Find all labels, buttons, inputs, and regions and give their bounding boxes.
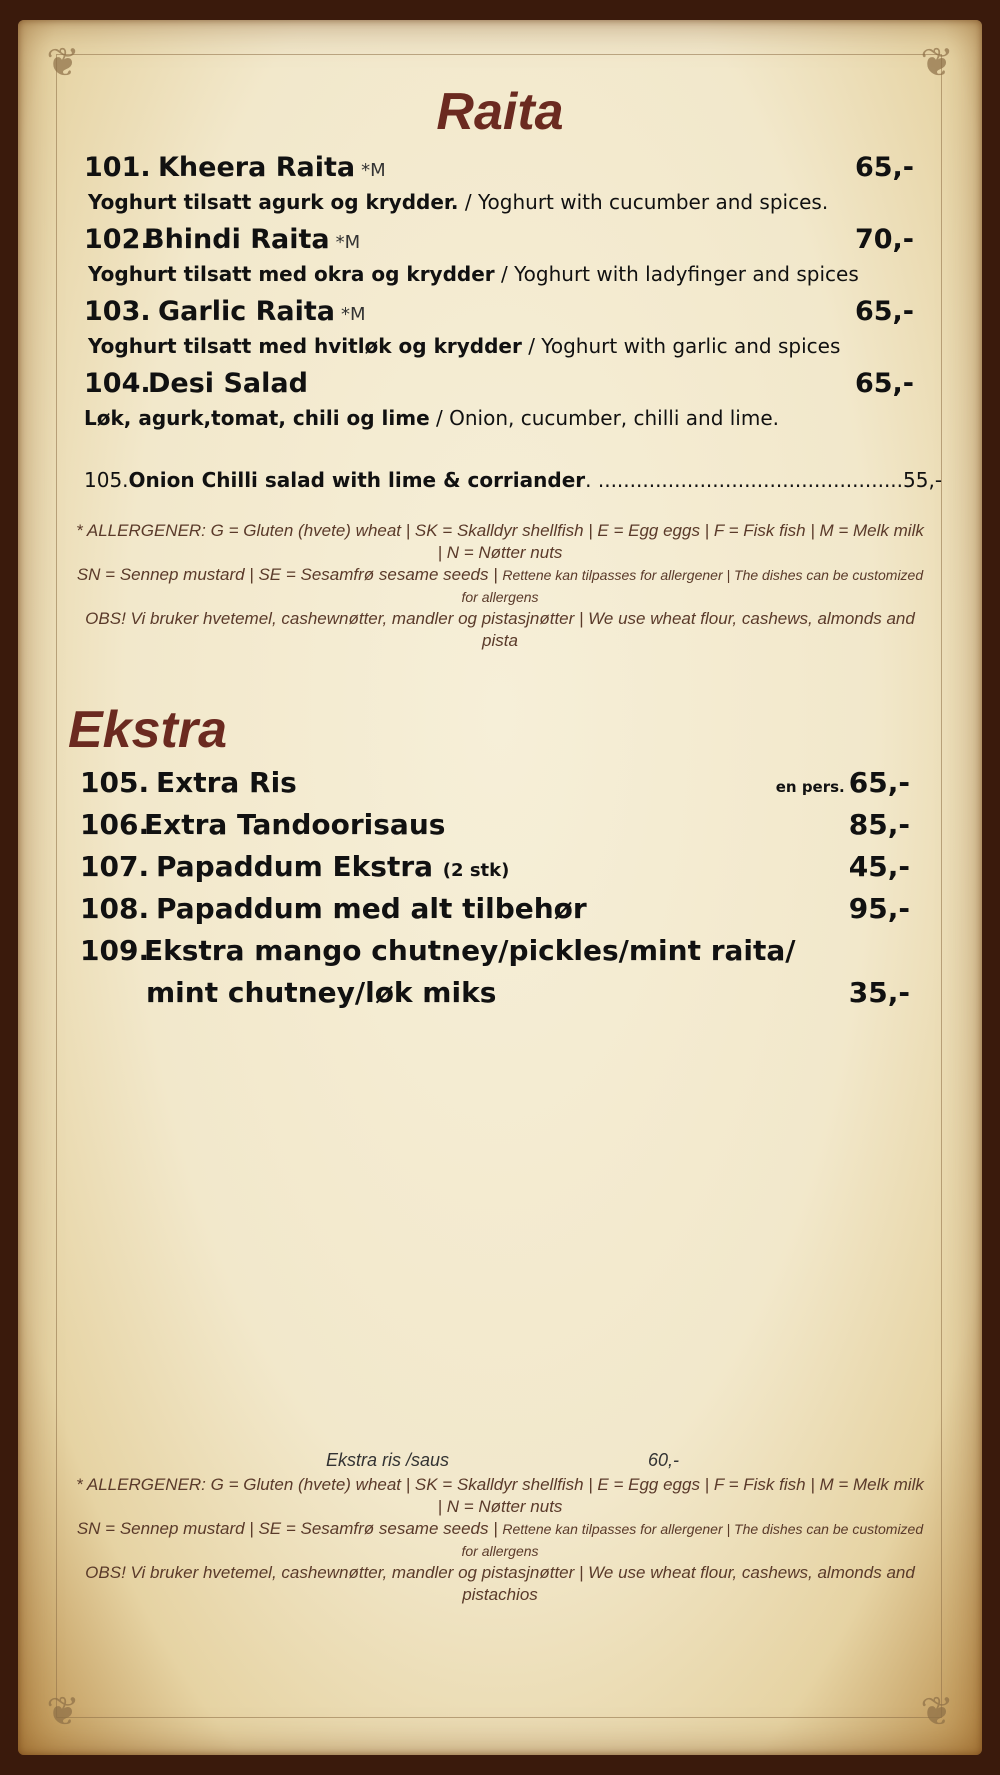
extra-sauce-label: Ekstra ris /saus	[326, 1450, 450, 1470]
item-number: 107.	[80, 850, 150, 883]
allergen-info	[74, 1474, 926, 1606]
allergen-note: OBS! Vi bruker hvetemel, cashewnøtter, mandler og pistasjnøtter | We use wheat flour, cashews, almonds and pistachios	[85, 1563, 915, 1604]
menu-item-105-onion-salad: 105.Onion Chilli salad with lime & corriander. ................................................55,-	[84, 468, 943, 492]
item-number: 103.	[84, 296, 151, 327]
menu-item-104	[84, 368, 914, 408]
item-price: 35,-	[848, 976, 910, 1009]
item-number: 102.	[84, 224, 151, 255]
section-title-ekstra: Ekstra	[68, 701, 227, 759]
flourish-icon: ❦	[46, 1689, 80, 1735]
allergen-line: SN = Sennep mustard | SE = Sesamfrø sesame seeds | Rettene kan tilpasses for allergener | The dishes can be customized for allergens	[76, 565, 924, 605]
flourish-icon: ❦	[920, 1689, 954, 1735]
item-name: Garlic Raita *M	[158, 296, 366, 327]
item-description: Løk, agurk,tomat, chili og lime / Onion, cucumber, chilli and lime.	[84, 406, 780, 430]
allergen-line: * ALLERGENER: G = Gluten (hvete) wheat | SK = Skalldyr shellfish | E = Egg eggs | F = Fisk fish | M = Melk milk | N = Nøtter nuts	[76, 1475, 924, 1516]
allergen-note: OBS! Vi bruker hvetemel, cashewnøtter, mandler og pistasjnøtter | We use wheat flour, cashews, almonds and pista	[85, 609, 915, 650]
item-name: Extra Ris	[156, 766, 297, 799]
item-name: Papaddum med alt tilbehør	[156, 892, 587, 925]
allergen-mark: *M	[361, 160, 386, 181]
item-price: 45,-	[848, 850, 910, 883]
menu-item-108	[80, 892, 910, 932]
menu-item-109	[80, 934, 910, 1018]
item-description: Yoghurt tilsatt med hvitløk og krydder / Yoghurt with garlic and spices	[88, 334, 841, 358]
item-price: 65,-	[854, 368, 914, 399]
item-price: 65,-	[854, 296, 914, 327]
allergen-line: SN = Sennep mustard | SE = Sesamfrø sesame seeds | Rettene kan tilpasses for allergener | The dishes can be customized for allergens	[76, 1519, 924, 1559]
menu-item-106	[80, 808, 910, 848]
item-name: Kheera Raita *M	[158, 152, 386, 183]
extra-sauce-price: 60,-	[648, 1450, 680, 1470]
item-number: 109.	[80, 934, 150, 967]
item-name: Ekstra mango chutney/pickles/mint raita/	[144, 934, 796, 967]
item-price: 95,-	[848, 892, 910, 925]
item-name-continued: mint chutney/løk miks	[146, 976, 497, 1009]
item-number: 104.	[84, 368, 151, 399]
allergen-mark: *M	[335, 232, 361, 253]
allergen-mark: *M	[341, 304, 366, 325]
item-number: 105.	[80, 766, 150, 799]
item-number: 108.	[80, 892, 150, 925]
item-number: 106.	[80, 808, 150, 841]
item-description: Yoghurt tilsatt med okra og krydder / Yoghurt with ladyfinger and spices	[88, 262, 859, 286]
item-name: Extra Tandoorisaus	[144, 808, 446, 841]
allergen-line: * ALLERGENER: G = Gluten (hvete) wheat | SK = Skalldyr shellfish | E = Egg eggs | F = Fisk fish | M = Melk milk | N = Nøtter nuts	[76, 521, 924, 562]
flourish-icon: ❦	[920, 40, 954, 86]
allergen-info	[74, 520, 926, 652]
menu-item-102	[84, 224, 914, 264]
item-name: Papaddum Ekstra (2 stk)	[156, 850, 510, 883]
menu-item-101	[84, 152, 914, 192]
section-title-raita: Raita	[436, 83, 564, 141]
item-name: Desi Salad	[148, 368, 308, 399]
item-price: en pers. 65,-	[775, 766, 910, 799]
item-number: 101.	[84, 152, 151, 183]
item-description: Yoghurt tilsatt agurk og krydder. / Yoghurt with cucumber and spices.	[88, 190, 829, 214]
menu-item-105	[80, 766, 910, 806]
flourish-icon: ❦	[46, 40, 80, 86]
item-name: Bhindi Raita *M	[144, 224, 361, 255]
item-price: 65,-	[854, 152, 914, 183]
item-price: 85,-	[848, 808, 910, 841]
item-price: 70,-	[854, 224, 914, 255]
menu-item-107	[80, 850, 910, 890]
menu-item-103	[84, 296, 914, 336]
